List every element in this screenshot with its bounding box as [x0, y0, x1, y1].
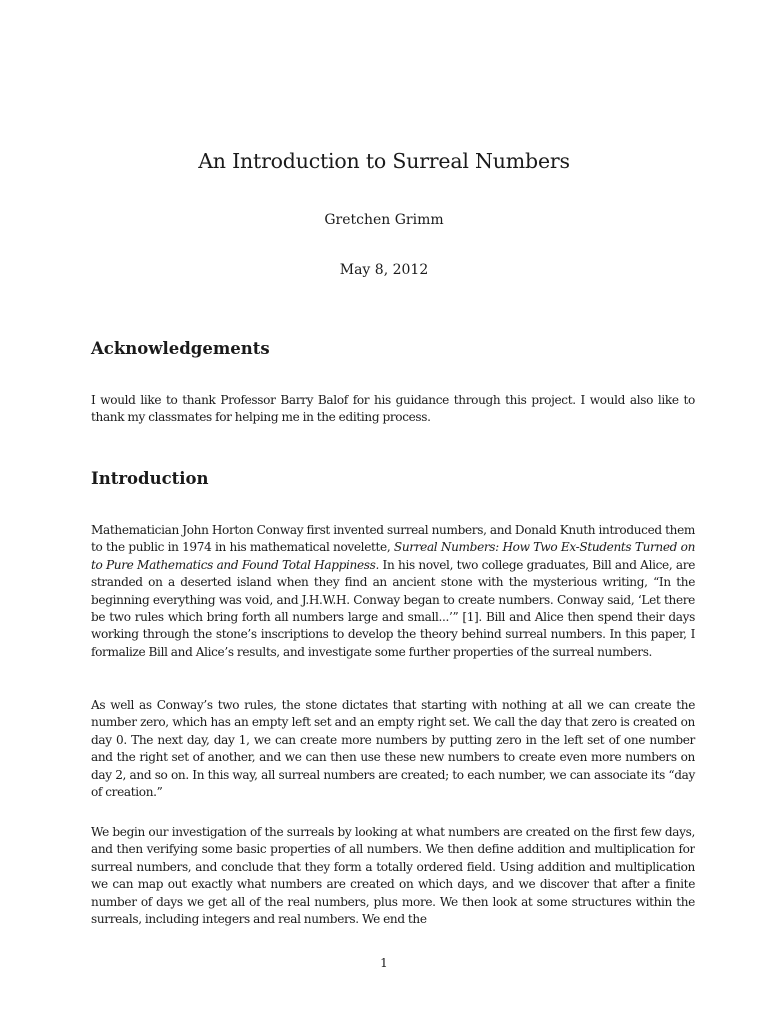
paper-author: Gretchen Grimm	[324, 212, 444, 228]
introduction-paragraph-2: As well as Conway’s two rules, the stone dictates that starting with nothing at all we can create the number zero, which has an empty left set and an empty right set. We call the day that zero is created on day 0. The next day, day 1, we can create more numbers by putting zero in the left set of one number and the right set of another, and we can then use these new numbers to create even more numbers on day 2, and so on. In this way, all surreal numbers are created; to each number, we can associate its “day of creation.”	[91, 698, 695, 800]
acknowledgements-paragraph: I would like to thank Professor Barry Balof for his guidance through this project. I would also like to thank my classmates for helping me in the editing process.	[91, 393, 695, 425]
page-number: 1	[380, 956, 388, 970]
book-title: Surreal Numbers: How Two Ex-Students Turned on to Pure Mathematics and Found Total Happiness.	[91, 540, 696, 572]
paragraph-text: In his novel, two college graduates, Bill and Alice, are stranded on a deserted island when they find an ancient stone with the mysterious writing, “In the beginning everything was void, and J.H.W.H. Conway began to create numbers. Conway said, ‘Let there be two rules which bring forth all numbers large and small...’” [1]. Bill and Alice then spend their days working through the stone’s inscriptions to develop the theory behind surreal numbers. In this paper, I formalize Bill and Alice’s results, and investigate some further properties of the surreal numbers.	[91, 557, 696, 659]
introduction-paragraph-1	[91, 522, 695, 661]
section-heading-acknowledgements: Acknowledgements	[91, 339, 270, 358]
section-heading-introduction: Introduction	[91, 469, 209, 488]
paper-date: May 8, 2012	[339, 262, 429, 278]
paper-title: An Introduction to Surreal Numbers	[198, 149, 570, 173]
introduction-paragraph-3: We begin our investigation of the surreals by looking at what numbers are created on the first few days, and then verifying some basic properties of all numbers. We then define addition and multiplication for surreal numbers, and conclude that they form a totally ordered field. Using addition and multiplication we can map out exactly what numbers are created on which days, and we discover that after a finite number of days we get all of the real numbers, plus more. We then look at some structures within the surreals, including integers and real numbers. We end the	[91, 825, 695, 927]
paragraph-text: Mathematician John Horton Conway first invented surreal numbers, and Donald Knuth introduced them to the public in 1974 in his mathematical novelette,	[91, 523, 695, 555]
